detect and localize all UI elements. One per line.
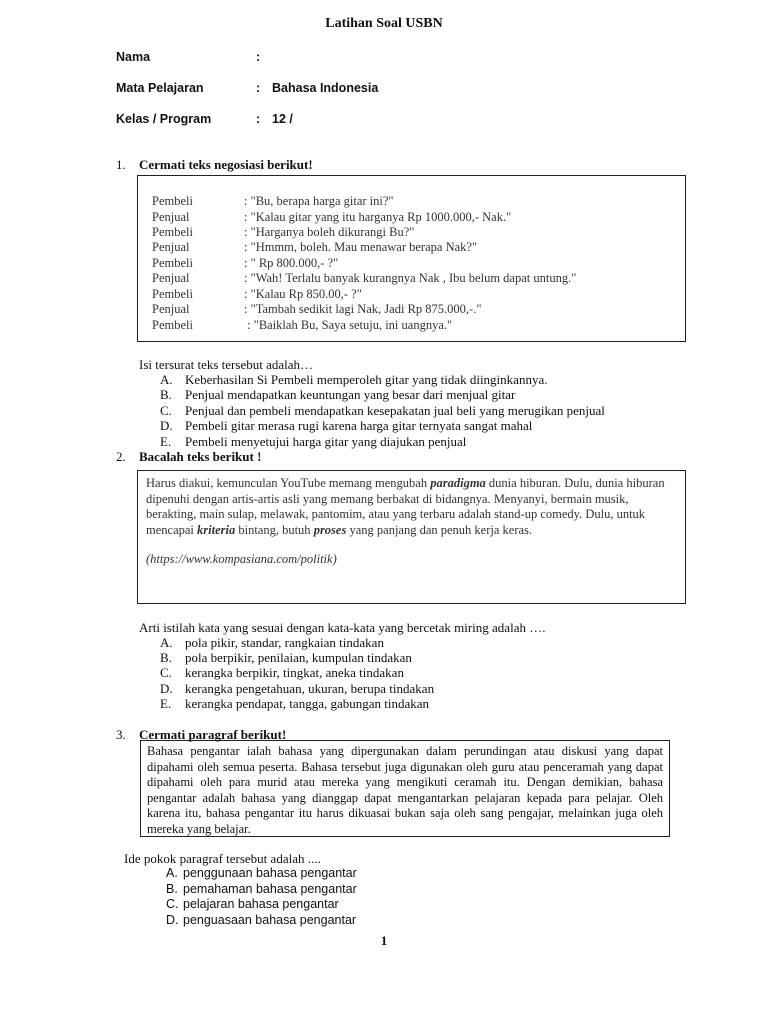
question-1-option-e[interactable]: E. Pembeli menyetujui harga gitar yang diajukan penjual — [160, 434, 467, 449]
passage-text: Bahasa pengantar ialah bahasa yang dipergunakan dalam perundingan atau diskusi yang dapat dipahami oleh semua peserta. Bahasa tersebut juga digunakan oleh guru atau penceramah yang dapat dipahami oleh para murid atau mereka yang mengikuti ceramah itu. Dengan demikian, bahasa pengantar adalah bahasa yang dianggap dapat mengantarkan pelajaran kepada para pelajar. Oleh karena itu, bahasa pengantar itu harus dikuasai bukan saja oleh sang pengajar, melainkan juga oleh mereka yang belajar. — [147, 744, 663, 836]
dialog-line: Pembeli : " Rp 800.000,- ?" — [152, 256, 339, 270]
question-3-option-b[interactable]: B. pemahaman bahasa pengantar — [166, 882, 357, 896]
dialog-line: Penjual : "Hmmm, boleh. Mau menawar berapa Nak?" — [152, 240, 478, 254]
question-2-option-e[interactable]: E. kerangka pendapat, tangga, gabungan tindakan — [160, 696, 430, 711]
page-number: 1 — [380, 933, 388, 948]
class-value: 12 / — [272, 112, 293, 126]
dialog-line: Penjual : "Wah! Terlalu banyak kurangnya Nak , Ibu belum dapat untung." — [152, 271, 577, 285]
passage-source: (https://www.kompasiana.com/politik) — [146, 552, 337, 566]
question-1-option-d[interactable]: D. Pembeli gitar merasa rugi karena harga gitar ternyata sangat mahal — [160, 418, 533, 433]
question-2-heading: Bacalah teks berikut ! — [139, 449, 262, 464]
dialog-line: Pembeli : "Kalau Rp 850.00,- ?" — [152, 287, 362, 301]
dialog-line: Pembeli : "Baiklah Bu, Saya setuju, ini uangnya." — [152, 318, 453, 332]
question-3-option-d[interactable]: D. penguasaan bahasa pengantar — [166, 913, 357, 927]
name-colon: : — [256, 50, 261, 64]
subject-colon: : — [256, 81, 261, 95]
question-1-number: 1. — [116, 157, 126, 172]
question-1-option-c[interactable]: C. Penjual dan pembeli mendapatkan kesepakatan jual beli yang merugikan penjual — [160, 403, 605, 418]
question-2-option-a[interactable]: A. pola pikir, standar, rangkaian tindakan — [160, 635, 384, 650]
subject-label: Mata Pelajaran — [116, 81, 204, 95]
question-2-option-b[interactable]: B. pola berpikir, penilaian, kumpulan tindakan — [160, 650, 412, 665]
question-3-option-c[interactable]: C. pelajaran bahasa pengantar — [166, 897, 339, 911]
question-3-option-a[interactable]: A. penggunaan bahasa pengantar — [166, 866, 357, 880]
page-title: Latihan Soal USBN — [325, 16, 443, 31]
question-1-option-b[interactable]: B. Penjual mendapatkan keuntungan yang besar dari menjual gitar — [160, 387, 516, 402]
question-2-stem: Arti istilah kata yang sesuai dengan kata-kata yang bercetak miring adalah …. — [139, 620, 546, 635]
question-3-heading: Cermati paragraf berikut! — [139, 727, 287, 742]
question-2-number: 2. — [116, 449, 126, 464]
italic-term-paradigma: paradigma — [430, 476, 486, 490]
question-1-option-a[interactable]: A. Keberhasilan Si Pembeli memperoleh gitar yang tidak diinginkannya. — [160, 372, 548, 387]
class-label: Kelas / Program — [116, 112, 212, 126]
question-2-option-c[interactable]: C. kerangka berpikir, tingkat, aneka tindakan — [160, 665, 404, 680]
dialog-line: Pembeli : "Bu, berapa harga gitar ini?" — [152, 194, 394, 208]
class-colon: : — [256, 112, 261, 126]
dialog-line: Pembeli : "Harganya boleh dikurangi Bu?" — [152, 225, 415, 239]
name-label: Nama — [116, 50, 151, 64]
dialog-line: Penjual : "Kalau gitar yang itu harganya Rp 1000.000,- Nak." — [152, 210, 512, 224]
question-3-number: 3. — [116, 727, 126, 742]
italic-term-proses: proses — [313, 522, 347, 537]
italic-term-kriteria: kriteria — [197, 522, 236, 537]
passage-text: Harus diakui, kemunculan YouTube memang mengubah paradigma dunia hiburan. Dulu, dunia hiburan dipenuhi dengan artis-artis asli yang memang berbakat di bidangnya. Menyanyi, bermain musik, berakting, main sulap, melawak, pantomim, atau yang terbaru adalah stand-up comedy. Dulu, untuk mencapai kriteria bintang, butuh proses yang panjang dan penuh kerja keras. — [146, 476, 665, 537]
youtube-passage-box — [137, 470, 686, 604]
bahasa-pengantar-passage-box — [140, 740, 670, 837]
dialog-line: Penjual : "Tambah sedikit lagi Nak, Jadi Rp 875.000,-." — [152, 302, 482, 316]
question-1-stem: Isi tersurat teks tersebut adalah… — [139, 357, 313, 372]
negotiation-dialog-box — [137, 175, 686, 342]
subject-value: Bahasa Indonesia — [272, 81, 379, 95]
question-3-stem: Ide pokok paragraf tersebut adalah .... — [124, 851, 321, 866]
question-1-heading: Cermati teks negosiasi berikut! — [139, 157, 313, 172]
question-2-option-d[interactable]: D. kerangka pengetahuan, ukuran, berupa tindakan — [160, 681, 435, 696]
